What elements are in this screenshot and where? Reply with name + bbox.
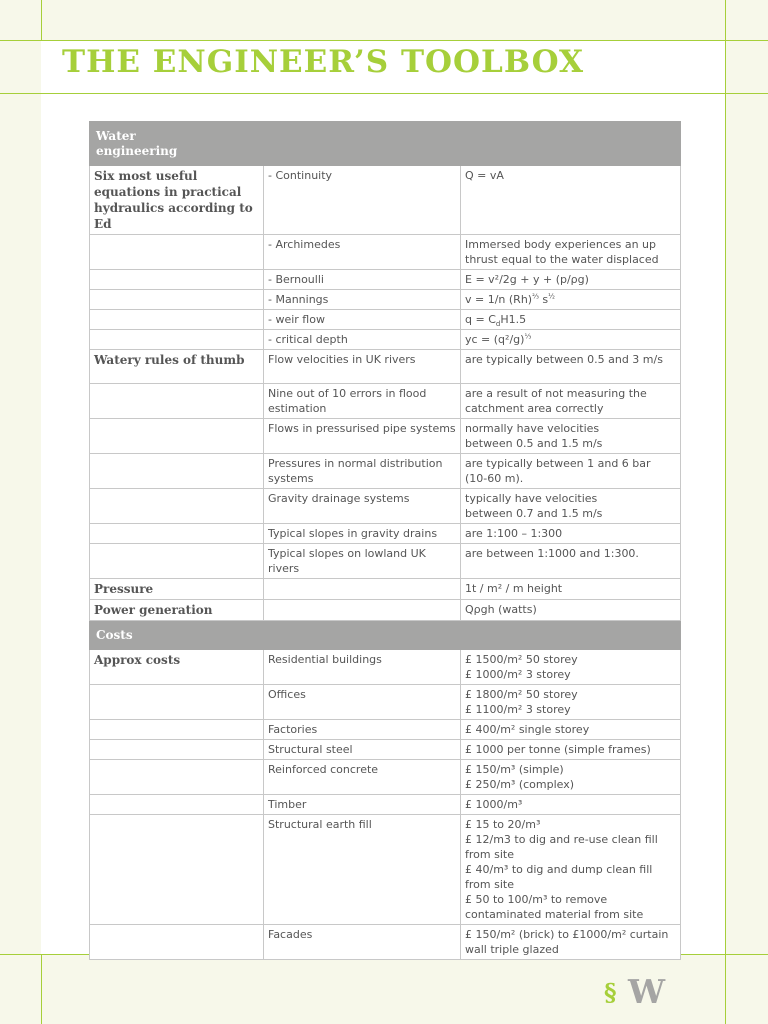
item-value: are 1:100 – 1:300 bbox=[461, 524, 681, 544]
frame-line-title-bottom bbox=[0, 93, 768, 94]
section-label bbox=[90, 454, 264, 489]
item-value: £ 1500/m² 50 storey £ 1000/m² 3 storey bbox=[461, 650, 681, 685]
section-label bbox=[90, 720, 264, 740]
section-header: Costs bbox=[90, 621, 681, 650]
section-label: Watery rules of thumb bbox=[90, 350, 264, 384]
item-label: Nine out of 10 errors in flood estimation bbox=[264, 384, 461, 419]
item-label: Typical slopes in gravity drains bbox=[264, 524, 461, 544]
logo-letter: W bbox=[628, 972, 666, 1011]
item-label: Reinforced concrete bbox=[264, 760, 461, 795]
item-label bbox=[264, 579, 461, 600]
item-label: Timber bbox=[264, 795, 461, 815]
table-row bbox=[90, 795, 681, 815]
section-header: Water engineering bbox=[90, 122, 681, 166]
table-row bbox=[90, 330, 681, 350]
table-row bbox=[90, 290, 681, 310]
item-value: £ 150/m² (brick) to £1000/m² curtain wall triple glazed bbox=[461, 925, 681, 960]
item-value: £ 1800/m² 50 storey £ 1100/m² 3 storey bbox=[461, 685, 681, 720]
item-value: yc = $(q^2/g)^{\frac{1}{3}}$ bbox=[461, 330, 681, 350]
item-label: Typical slopes on lowland UK rivers bbox=[264, 544, 461, 579]
section-label bbox=[90, 795, 264, 815]
page-title: THE ENGINEER’S TOOLBOX bbox=[62, 44, 585, 80]
table-row bbox=[90, 925, 681, 960]
section-label bbox=[90, 489, 264, 524]
section-label bbox=[90, 815, 264, 925]
table-row bbox=[90, 166, 681, 235]
section-label: Six most useful equations in practical hydraulics according to Ed bbox=[90, 166, 264, 235]
section-header-row bbox=[90, 122, 681, 166]
item-label: Residential buildings bbox=[264, 650, 461, 685]
section-label bbox=[90, 384, 264, 419]
table-row bbox=[90, 235, 681, 270]
item-value: E = v²/2g + y + (p/ρg) bbox=[461, 270, 681, 290]
item-label: - weir flow bbox=[264, 310, 461, 330]
section-label: Power generation bbox=[90, 600, 264, 621]
table-row bbox=[90, 600, 681, 621]
table-row bbox=[90, 815, 681, 925]
item-value: $q = C_dH1.5$ bbox=[461, 310, 681, 330]
toolbox-table bbox=[89, 121, 681, 960]
table-row bbox=[90, 544, 681, 579]
section-header-row bbox=[90, 621, 681, 650]
item-value: v = 1/n $(Rh)^{\frac{2}{3}}$ $s^{\frac{1}{2}}$ bbox=[461, 290, 681, 310]
item-label: - Archimedes bbox=[264, 235, 461, 270]
table-row bbox=[90, 760, 681, 795]
item-value: are typically between 1 and 6 bar (10-60 m). bbox=[461, 454, 681, 489]
spring-icon: § bbox=[604, 978, 617, 1007]
table-row bbox=[90, 419, 681, 454]
item-value: Q = vA bbox=[461, 166, 681, 235]
item-label: Pressures in normal distribution systems bbox=[264, 454, 461, 489]
section-label bbox=[90, 544, 264, 579]
table-row bbox=[90, 454, 681, 489]
table-row bbox=[90, 524, 681, 544]
item-label: Gravity drainage systems bbox=[264, 489, 461, 524]
item-label: - Bernoulli bbox=[264, 270, 461, 290]
item-value: £ 15 to 20/m³ £ 12/m3 to dig and re-use clean fill from site £ 40/m³ to dig and dump clean fill from site £ 50 to 100/m³ to remove contaminated material from site bbox=[461, 815, 681, 925]
section-label bbox=[90, 419, 264, 454]
item-value: £ 1000 per tonne (simple frames) bbox=[461, 740, 681, 760]
table-row bbox=[90, 384, 681, 419]
section-label bbox=[90, 760, 264, 795]
item-label: Structural steel bbox=[264, 740, 461, 760]
section-label bbox=[90, 310, 264, 330]
item-value: £ 400/m² single storey bbox=[461, 720, 681, 740]
table-row bbox=[90, 350, 681, 384]
table-row bbox=[90, 270, 681, 290]
item-value: are between 1:1000 and 1:300. bbox=[461, 544, 681, 579]
item-value: typically have velocities between 0.7 and 1.5 m/s bbox=[461, 489, 681, 524]
table-row bbox=[90, 579, 681, 600]
table-row bbox=[90, 685, 681, 720]
item-label bbox=[264, 600, 461, 621]
frame-line-top bbox=[0, 40, 768, 41]
item-value: normally have velocities between 0.5 and 1.5 m/s bbox=[461, 419, 681, 454]
publisher-logo bbox=[604, 972, 674, 1011]
table-row bbox=[90, 740, 681, 760]
table-row bbox=[90, 310, 681, 330]
section-label bbox=[90, 925, 264, 960]
item-label: - Continuity bbox=[264, 166, 461, 235]
item-value: are a result of not measuring the catchment area correctly bbox=[461, 384, 681, 419]
section-label bbox=[90, 270, 264, 290]
item-label: Flows in pressurised pipe systems bbox=[264, 419, 461, 454]
frame-line-right bbox=[725, 0, 726, 1024]
item-label: Structural earth fill bbox=[264, 815, 461, 925]
section-label bbox=[90, 524, 264, 544]
item-value: Immersed body experiences an up thrust equal to the water displaced bbox=[461, 235, 681, 270]
item-label: Factories bbox=[264, 720, 461, 740]
item-value: 1t / m² / m height bbox=[461, 579, 681, 600]
table-row bbox=[90, 650, 681, 685]
section-label bbox=[90, 235, 264, 270]
item-value: Qρgh (watts) bbox=[461, 600, 681, 621]
section-label bbox=[90, 290, 264, 310]
item-value: £ 1000/m³ bbox=[461, 795, 681, 815]
item-value: £ 150/m³ (simple) £ 250/m³ (complex) bbox=[461, 760, 681, 795]
item-label: Flow velocities in UK rivers bbox=[264, 350, 461, 384]
section-label: Pressure bbox=[90, 579, 264, 600]
section-label bbox=[90, 740, 264, 760]
table-row bbox=[90, 489, 681, 524]
item-label: Offices bbox=[264, 685, 461, 720]
table-row bbox=[90, 720, 681, 740]
item-label: - Mannings bbox=[264, 290, 461, 310]
item-label: - critical depth bbox=[264, 330, 461, 350]
section-label bbox=[90, 330, 264, 350]
section-label: Approx costs bbox=[90, 650, 264, 685]
section-label bbox=[90, 685, 264, 720]
item-value: are typically between 0.5 and 3 m/s bbox=[461, 350, 681, 384]
item-label: Facades bbox=[264, 925, 461, 960]
